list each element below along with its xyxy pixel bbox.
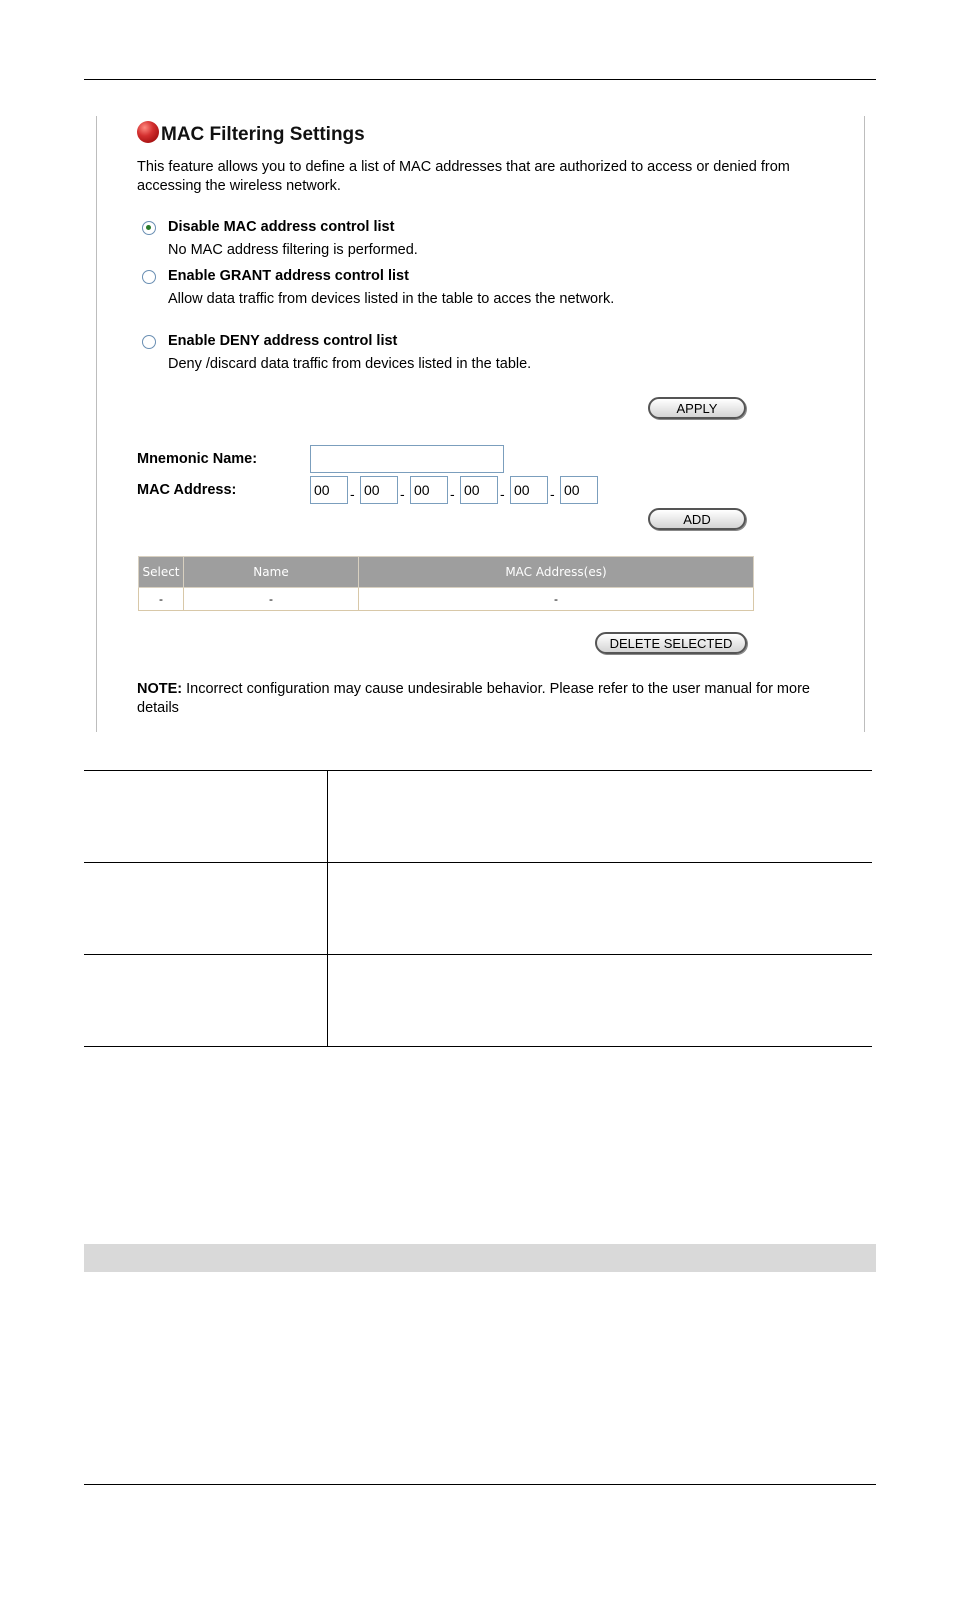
doc-table-cell (84, 863, 328, 954)
top-rule (84, 79, 876, 80)
page-description: This feature allows you to define a list of MAC addresses that are authorized to access or denied from accessing the wireless network. (137, 159, 790, 194)
document-table (84, 770, 872, 1047)
doc-table-cell (84, 955, 328, 1046)
delete-selected-button[interactable]: DELETE SELECTED (595, 632, 747, 654)
cell-mac: - (359, 588, 754, 611)
mac-octet-6[interactable] (560, 476, 598, 504)
add-button[interactable]: ADD (648, 508, 746, 530)
option-grant-label: Enable GRANT address control list (168, 268, 409, 284)
mac-table (138, 556, 754, 611)
radio-disable[interactable] (142, 221, 156, 235)
cell-name: - (184, 588, 359, 611)
table-header-row (139, 557, 754, 588)
doc-table-row (84, 862, 872, 954)
mac-separator: - (450, 486, 455, 502)
table-row (139, 588, 754, 611)
mac-separator: - (550, 486, 555, 502)
note (137, 680, 827, 718)
mac-octet-5[interactable] (510, 476, 548, 504)
option-deny-desc: Deny /discard data traffic from devices listed in the table. (168, 356, 532, 372)
option-disable-desc: No MAC address filtering is performed. (168, 242, 418, 258)
section-bar (84, 1244, 876, 1272)
option-grant-desc: Allow data traffic from devices listed in the table to acces the network. (168, 291, 615, 307)
note-prefix: NOTE: (137, 681, 183, 697)
header-name: Name (184, 557, 359, 588)
note-text: Incorrect configuration may cause undesirable behavior. Please refer to the user manual for more details (137, 681, 810, 716)
option-disable-label: Disable MAC address control list (168, 219, 395, 235)
header-select: Select (139, 557, 184, 588)
radio-deny[interactable] (142, 335, 156, 349)
bottom-rule (84, 1484, 876, 1485)
mac-octet-1[interactable] (310, 476, 348, 504)
doc-table-row (84, 770, 872, 862)
doc-table-cell (84, 771, 328, 862)
mac-octet-4[interactable] (460, 476, 498, 504)
mac-separator: - (350, 486, 355, 502)
page-title: MAC Filtering Settings (161, 124, 365, 145)
header-mac: MAC Address(es) (359, 557, 754, 588)
radio-grant[interactable] (142, 270, 156, 284)
mac-octet-2[interactable] (360, 476, 398, 504)
option-deny-label: Enable DENY address control list (168, 333, 398, 349)
mnemonic-name-input[interactable] (310, 445, 504, 473)
apply-button[interactable]: APPLY (648, 397, 746, 419)
mac-address-label: MAC Address: (137, 482, 237, 498)
doc-table-row (84, 954, 872, 1047)
cell-select: - (139, 588, 184, 611)
mnemonic-name-label: Mnemonic Name: (137, 451, 258, 467)
mac-separator: - (400, 486, 405, 502)
mac-separator: - (500, 486, 505, 502)
red-ball-icon (137, 121, 159, 143)
mac-octet-3[interactable] (410, 476, 448, 504)
title-row (137, 124, 365, 146)
mac-filtering-panel (96, 116, 865, 732)
